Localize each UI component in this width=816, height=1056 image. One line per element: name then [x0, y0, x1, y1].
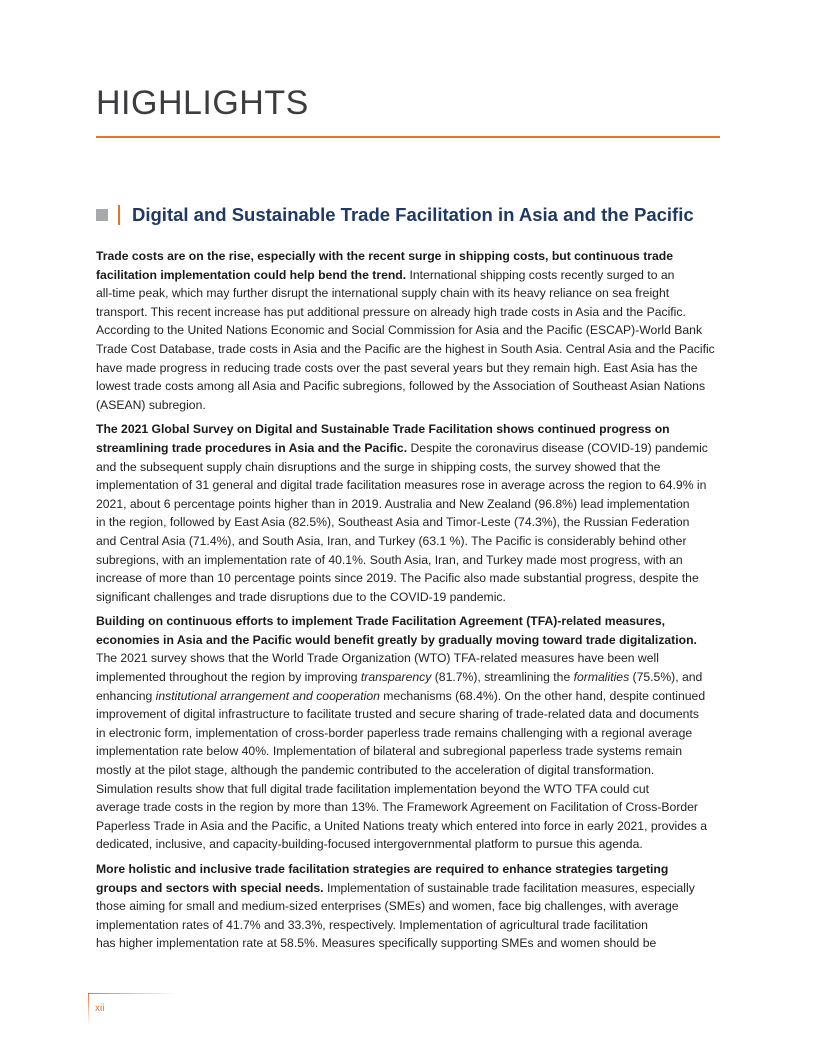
text-line [96, 495, 720, 514]
text-line [96, 458, 720, 477]
text-run: in electronic form, implementation of cross-border paperless trade remains challenging with a regional average [96, 725, 693, 740]
orange-bar-icon [118, 205, 120, 225]
text-run: has higher implementation rate at 58.5%. Measures specifically supporting SMEs and women should be [96, 936, 657, 951]
bold-lead-text: Trade costs are on the rise, especially with the recent surge in shipping costs, but continuous trade [96, 249, 674, 263]
text-run: implemented throughout the region by improving [96, 670, 361, 685]
text-line [96, 897, 720, 916]
text-run: significant challenges and trade disruptions due to the COVID-19 pandemic. [96, 589, 506, 604]
text-line [96, 247, 720, 266]
text-run: Simulation results show that full digital trade facilitation implementation beyond the WTO TFA could cut [96, 781, 650, 796]
text-run: increase of more than 10 percentage points since 2019. The Pacific also made substantial progress, despite the [96, 571, 699, 586]
text-line [96, 798, 720, 817]
text-line [96, 860, 720, 879]
text-line [96, 668, 720, 687]
text-line [96, 266, 720, 285]
gray-square-icon [96, 209, 108, 221]
text-line [96, 588, 720, 607]
text-run: (ASEAN) subregion. [96, 397, 206, 412]
text-run: mechanisms (68.4%). On the other hand, despite continued [379, 688, 706, 703]
bold-lead-text: More holistic and inclusive trade facilitation strategies are required to enhance strategies targeting [96, 862, 669, 876]
text-run: implementation rates of 41.7% and 33.3%, respectively. Implementation of agricultural trade facilitation [96, 917, 648, 932]
text-run: dedicated, inclusive, and capacity-building-focused intergovernmental platform to pursue this agenda. [96, 837, 643, 852]
text-run: International shipping costs recently surged to an [406, 267, 675, 282]
text-line [96, 551, 720, 570]
body-text [96, 247, 720, 959]
bold-lead-text: The 2021 Global Survey on Digital and Sustainable Trade Facilitation shows continued progress on [96, 422, 670, 437]
text-line [96, 705, 720, 724]
text-line [96, 513, 720, 532]
text-run: subregions, with an implementation rate of 40.1%. South Asia, Iran, and Turkey made most progress, with an [96, 552, 683, 567]
italic-text: transparency [360, 670, 432, 685]
text-run: lowest trade costs among all Asia and Pacific subregions, followed by the Association of Southeast Asian Nations [96, 379, 706, 394]
text-line [96, 916, 720, 935]
text-run: average trade costs in the region by more than 13%. The Framework Agreement on Facilitation of Cross-Border [96, 800, 698, 815]
text-line [96, 420, 720, 439]
text-run: improvement of digital infrastructure to facilitate trusted and secure sharing of trade-related data and documents [96, 707, 699, 722]
text-run: and the subsequent supply chain disruptions and the surge in shipping costs, the survey showed that the [96, 459, 661, 474]
text-run: The 2021 survey shows that the World Trade Organization (WTO) TFA-related measures have been well [96, 651, 659, 666]
text-line [96, 724, 720, 743]
text-run: 2021, about 6 percentage points higher than in 2019. Australia and New Zealand (96.8%) lead implementation [96, 496, 690, 511]
text-run: implementation of 31 general and digital trade facilitation measures rose in average across the region to 64.9% in [96, 478, 707, 493]
text-line [96, 742, 720, 761]
italic-text: formalities [573, 670, 630, 685]
text-line [96, 817, 720, 836]
footer-vertical-rule [88, 993, 89, 1025]
text-line [96, 631, 720, 650]
text-run: (75.5%), and [629, 670, 703, 685]
paragraph [96, 420, 720, 606]
text-line [96, 934, 720, 953]
text-line [96, 476, 720, 495]
text-line [96, 396, 720, 415]
page-title: HIGHLIGHTS [96, 84, 309, 122]
text-line [96, 761, 720, 780]
text-run: have made progress in reducing trade costs over the past several years but they remain high. East Asia has the [96, 360, 698, 375]
text-run: Paperless Trade in Asia and the Pacific, a United Nations treaty which entered into force in early 2021, provides a [96, 818, 708, 833]
text-run: Trade Cost Database, trade costs in Asia and the Pacific are the highest in South Asia. Central Asia and the Pacific [96, 341, 715, 356]
bold-lead-text: streamlining trade procedures in Asia and the Pacific. [96, 440, 408, 455]
text-line [96, 835, 720, 854]
section-heading-text: Digital and Sustainable Trade Facilitation in Asia and the Pacific [132, 204, 694, 225]
text-line [96, 303, 720, 322]
page-number: xii [95, 1003, 105, 1014]
text-run: According to the United Nations Economic and Social Commission for Asia and the Pacific (ESCAP)-World Bank [96, 323, 703, 338]
text-line [96, 359, 720, 378]
text-run: transport. This recent increase has put additional pressure on already high trade costs in Asia and the Pacific. [96, 304, 686, 319]
text-line [96, 340, 720, 359]
text-line [96, 569, 720, 588]
text-run: those aiming for small and medium-sized enterprises (SMEs) and women, face big challenges, with average [96, 899, 679, 914]
bold-lead-text: groups and sectors with special needs. [96, 880, 324, 895]
text-line [96, 321, 720, 340]
text-line [96, 612, 720, 631]
text-run: in the region, followed by East Asia (82.5%), Southeast Asia and Timor-Leste (74.3%), the Russian Federation [96, 515, 690, 530]
text-run: (81.7%), streamlining the [431, 670, 574, 685]
bold-lead-text: Building on continuous efforts to implement Trade Facilitation Agreement (TFA)-related measures, [96, 614, 666, 629]
title-underline [96, 136, 720, 138]
paragraph [96, 612, 720, 854]
italic-text: institutional arrangement and cooperation [155, 688, 380, 703]
text-line [96, 439, 720, 458]
text-line [96, 879, 720, 898]
bold-lead-text: facilitation implementation could help bend the trend. [96, 267, 407, 282]
bold-lead-text: economies in Asia and the Pacific would benefit greatly by gradually moving toward trade digitalization. [96, 632, 697, 647]
text-line [96, 284, 720, 303]
text-run: Despite the coronavirus disease (COVID-19) pandemic [407, 440, 708, 455]
text-line [96, 532, 720, 551]
text-run: and Central Asia (71.4%), and South Asia, Iran, and Turkey (63.1 %). The Pacific is considerably behind other [96, 533, 687, 548]
text-run: implementation rate below 40%. Implementation of bilateral and subregional paperless trade systems remain [96, 744, 682, 759]
text-run: enhancing [96, 688, 156, 703]
text-line [96, 377, 720, 396]
text-line [96, 780, 720, 799]
text-line [96, 687, 720, 706]
text-run: Implementation of sustainable trade facilitation measures, especially [323, 880, 695, 895]
text-line [96, 649, 720, 668]
section-heading [96, 202, 694, 228]
footer-rule [88, 993, 176, 994]
text-run: all-time peak, which may further disrupt the international supply chain with its heavy reliance on sea freight [96, 286, 670, 301]
text-run: mostly at the pilot stage, although the pandemic contributed to the acceleration of digital transformation. [96, 763, 655, 778]
paragraph [96, 247, 720, 414]
paragraph [96, 860, 720, 953]
